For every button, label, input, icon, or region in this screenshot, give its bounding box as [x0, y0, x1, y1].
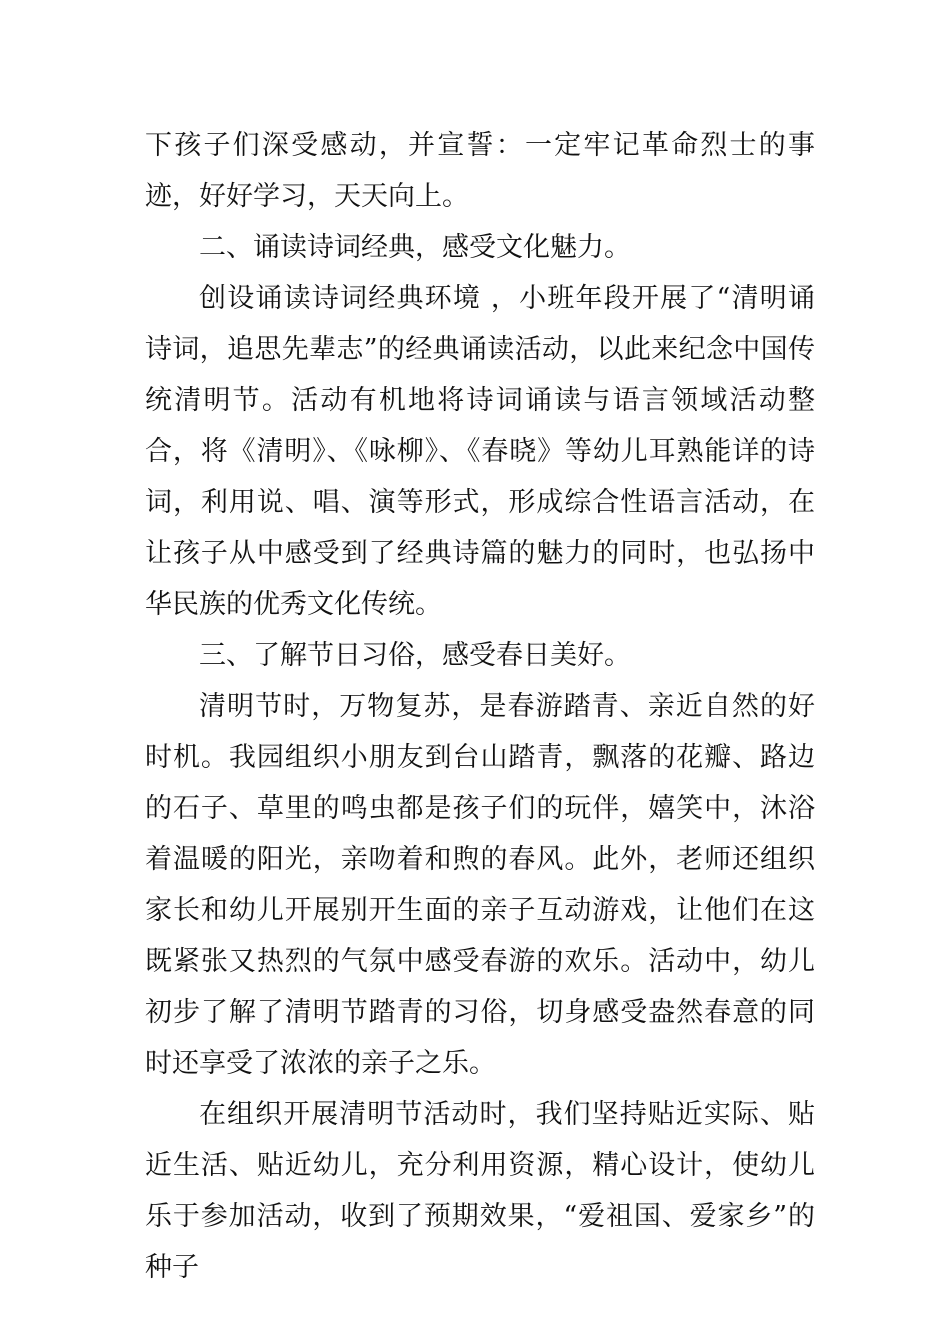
- paragraph-poetry-reading: 创设诵读诗词经典环境 ，小班年段开展了“清明诵诗词，追思先辈志”的经典诵读活动，以此来纪念中国传统清明节。活动有机地将诗词诵读与语言领域活动整合，将《清明》、《咏柳》、《春晓》等幼儿耳熟能详的诗词，利用说、唱、演等形式，形成综合性语言活动，在让孩子从中感受到了经典诗篇的魅力的同时，也弘扬中华民族的优秀文化传统。: [145, 283, 815, 620]
- section-heading-2: 二、诵读诗词经典，感受文化魅力。: [199, 232, 631, 263]
- document-body: [145, 120, 815, 1293]
- paragraph-spring-outing: 清明节时，万物复苏，是春游踏青、亲近自然的好时机。我园组织小朋友到台山踏青，飘落的花瓣、路边的石子、草里的鸣虫都是孩子们的玩伴，嬉笑中，沐浴着温暖的阳光，亲吻着和煦的春风。此外，老师还组织家长和幼儿开展别开生面的亲子互动游戏，让他们在这既紧张又热烈的气氛中感受春游的欢乐。活动中，幼儿初步了解了清明节踏青的习俗，切身感受盎然春意的同时还享受了浓浓的亲子之乐。: [145, 691, 815, 1079]
- paragraph-continuation: 下孩子们深受感动，并宣誓：一定牢记革命烈士的事迹，好好学习，天天向上。: [145, 130, 815, 212]
- section-heading-3: 三、了解节日习俗，感受春日美好。: [199, 640, 631, 671]
- paragraph-summary: 在组织开展清明节活动时，我们坚持贴近实际、贴近生活、贴近幼儿，充分利用资源，精心设计，使幼儿乐于参加活动，收到了预期效果，“爱祖国、爱家乡”的种子: [145, 1099, 815, 1283]
